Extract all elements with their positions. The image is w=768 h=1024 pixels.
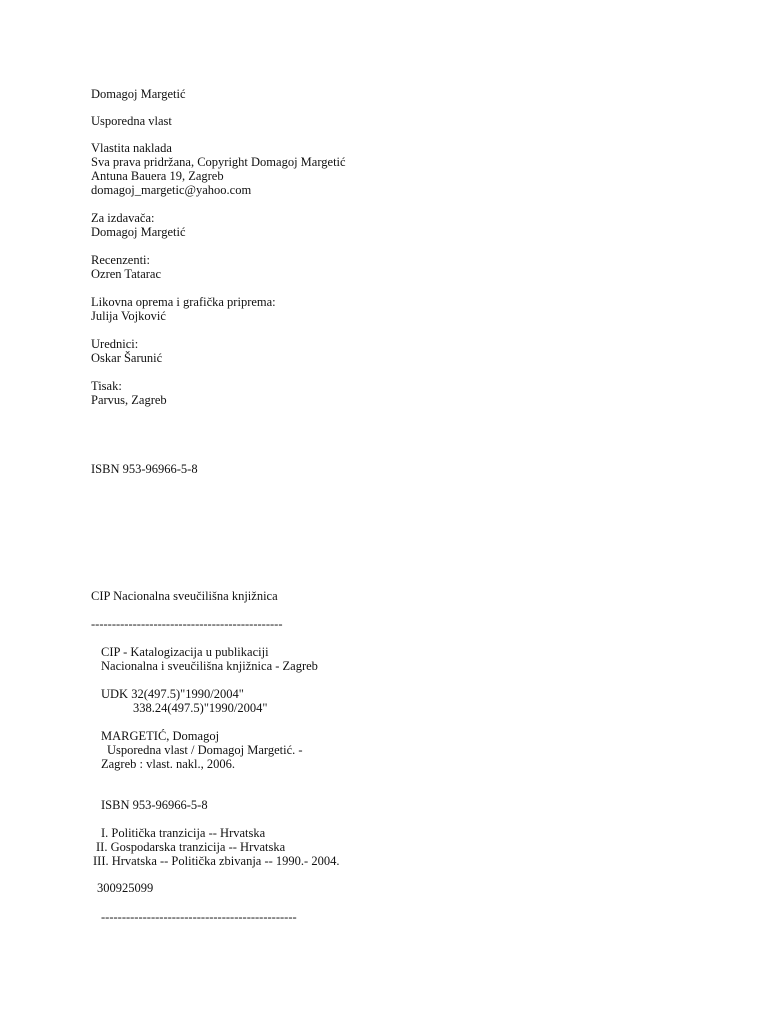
cip-subject-3: III. Hrvatska -- Politička zbivanja -- 1990.- 2004. xyxy=(93,854,340,868)
publisher-email: domagoj_margetic@yahoo.com xyxy=(91,183,252,197)
print-value: Parvus, Zagreb xyxy=(91,393,167,407)
cip-library-line: Nacionalna i sveučilišna knjižnica - Zagreb xyxy=(101,659,318,673)
print-label: Tisak: xyxy=(91,379,122,393)
cip-subject-1: I. Politička tranzicija -- Hrvatska xyxy=(101,826,266,840)
cip-entry-title: Usporedna vlast / Domagoj Margetić. - xyxy=(107,743,303,757)
reviewers-label: Recenzenti: xyxy=(91,253,150,267)
cip-udk-line-1: UDK 32(497.5)"1990/2004" xyxy=(101,687,244,701)
cip-cataloguing-line: CIP - Katalogizacija u publikaciji xyxy=(101,645,269,659)
for-publisher-value: Domagoj Margetić xyxy=(91,225,186,239)
book-title: Usporedna vlast xyxy=(91,114,172,128)
publisher-address: Antuna Bauera 19, Zagreb xyxy=(91,169,224,183)
reviewers-value: Ozren Tatarac xyxy=(91,267,162,281)
design-label: Likovna oprema i grafička priprema: xyxy=(91,295,276,309)
for-publisher-label: Za izdavača: xyxy=(91,211,155,225)
author-name: Domagoj Margetić xyxy=(91,87,186,101)
editors-label: Urednici: xyxy=(91,337,139,351)
copyright-line: Sva prava pridržana, Copyright Domagoj Margetić xyxy=(91,155,346,169)
editors-value: Oskar Šarunić xyxy=(91,351,163,365)
cip-entry-author: MARGETIĆ, Domagoj xyxy=(101,729,220,743)
cip-subject-2: II. Gospodarska tranzicija -- Hrvatska xyxy=(96,840,286,854)
design-value: Julija Vojković xyxy=(91,309,166,323)
cip-heading: CIP Nacionalna sveučilišna knjižnica xyxy=(91,589,278,603)
publisher-name: Vlastita naklada xyxy=(91,141,172,155)
cip-isbn: ISBN 953-96966-5-8 xyxy=(101,798,208,812)
cip-rule-bottom: ----------------------------------------------- xyxy=(101,910,297,924)
isbn-front: ISBN 953-96966-5-8 xyxy=(91,462,198,476)
cip-rule-top: ---------------------------------------------- xyxy=(91,617,283,631)
cip-record-id: 300925099 xyxy=(97,881,154,895)
cip-udk-line-2: 338.24(497.5)"1990/2004" xyxy=(133,701,268,715)
cip-entry-imprint: Zagreb : vlast. nakl., 2006. xyxy=(101,757,235,771)
